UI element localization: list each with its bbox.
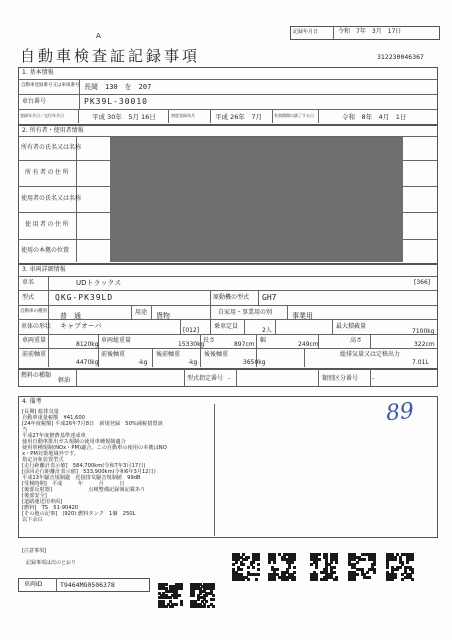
reg-number-label: 自動車登録番号又は車両番号 [21, 83, 80, 88]
max-load-value: 7100kg [412, 328, 435, 335]
remarks-line: 指定対象装置型式 [22, 457, 64, 463]
qr-module [406, 561, 409, 564]
remarks-line: [走行距離計表示値] 584,700km(令和7年3月17日) [22, 463, 146, 469]
body-code: [012] [183, 327, 200, 334]
expiry-value: 令和 8年 4月 1日 [342, 113, 407, 121]
user-address-label: 使用者の住所 [25, 221, 71, 228]
qr-module [255, 578, 258, 581]
qr-module [273, 578, 276, 581]
qr-module [257, 563, 260, 566]
note-label: [注意事項] [22, 548, 46, 554]
qr-module [411, 558, 414, 561]
type-no-value: - [228, 375, 231, 382]
qr-module [247, 578, 250, 581]
qr-module [232, 563, 235, 566]
maker-value: UDトラックス [76, 279, 122, 287]
header-mark: A [96, 32, 101, 40]
note-text: 記録事項は次のとおり [26, 560, 77, 566]
qr-module [212, 598, 215, 601]
qr-code [158, 583, 182, 607]
remarks-line: [前回走行距離計表示値] 533,900km(令和6年3月12日) [22, 469, 156, 475]
remarks-line: [後部反射器] 点検整備記録簿記載あり [22, 487, 146, 493]
qr-module [396, 568, 399, 571]
remarks-line: 当 [22, 427, 28, 433]
handwritten-number: 89 [384, 398, 416, 427]
qr-module [335, 561, 338, 564]
rear-front-axle-value: -kg [188, 359, 198, 366]
qr-module [363, 558, 366, 561]
remarks-line: 使用自動車排出ガス規制の使用車種規制適合 [22, 439, 126, 445]
vehicle-section-title: 3. 車両詳細情報 [22, 266, 66, 273]
qr-module [411, 578, 414, 581]
capacity-value: 2人 [262, 327, 272, 334]
qr-module [394, 558, 397, 561]
use-value: 貨物 [156, 312, 170, 320]
purpose-value: 事業用 [292, 312, 313, 320]
remarks-line: 以下余白 [22, 517, 43, 523]
qr-code [310, 553, 338, 581]
vehicle-code: [366] [414, 279, 431, 286]
vehicle-id-label: 車両ID [24, 581, 43, 588]
remarks-line: [24年度税額] 平成26年7月8日 新規登録 50%減税措置該 [22, 421, 163, 427]
qr-module [180, 587, 183, 590]
category-label: 類別区分番号 [322, 375, 359, 382]
body-label: 車体の形状 [21, 323, 52, 330]
qr-module [286, 578, 289, 581]
qr-module [386, 566, 389, 569]
qr-module [175, 596, 178, 599]
qr-code [190, 583, 214, 607]
qr-module [175, 603, 178, 606]
remarks-line: 平成13年騒音規制適 近接排気騒音規制値 99dB [22, 475, 141, 481]
remarks-line: [道路運送用車両] [22, 499, 63, 505]
qr-module [310, 563, 313, 566]
qr-code [268, 553, 296, 581]
owner-address-label: 所有者の住所 [25, 169, 71, 176]
qr-module [335, 578, 338, 581]
qr-module [401, 578, 404, 581]
height-label: 高さ [350, 337, 363, 344]
remarks-line: 自動車重量税額 ¥41,600 [22, 415, 85, 421]
remarks-line: [後部安全] [22, 493, 99, 499]
first-reg-value: 平成 30年 5月 16日 [92, 113, 156, 121]
rear-rear-axle-label: 後後軸重 [204, 351, 229, 358]
remarks-line: 使用車種規制(NOx・PM)適合。この自動車の使用の本拠はNO [22, 445, 167, 451]
width-label: 幅 [260, 337, 267, 344]
qr-module [245, 558, 248, 561]
qr-module [368, 576, 371, 579]
rear-rear-axle-value: 3650kg [243, 359, 266, 366]
qr-module [192, 594, 195, 597]
fuel-value: 軽油 [58, 377, 71, 384]
vehicle-id-value: T9464MG0506378 [60, 581, 115, 589]
remarks-line: [受検時期] 平成 年 月 日 [22, 481, 125, 487]
qr-module [212, 605, 215, 608]
qr-module [257, 573, 260, 576]
model-value: QKG-PK39LD [55, 293, 114, 302]
engine-label: 原動機の型式 [213, 294, 250, 301]
qr-code [386, 553, 414, 581]
qr-module [257, 558, 260, 561]
document-title: 自動車検査証記録事項 [20, 47, 201, 65]
kind-value: 普 通 [60, 312, 81, 320]
qr-module [293, 578, 296, 581]
category-value: - [372, 375, 375, 382]
qr-module [325, 578, 328, 581]
qr-module [293, 566, 296, 569]
qr-module [247, 566, 250, 569]
qr-code [232, 553, 260, 581]
qr-module [240, 568, 243, 571]
remarks-line: [燃料] TS 51-90420 [22, 505, 79, 511]
document-number: 312230046367 [377, 53, 424, 61]
qr-module [257, 568, 260, 571]
qr-module [315, 578, 318, 581]
expiry-label: 有効期間の満了する日 [274, 113, 314, 118]
remarks-line: [長期] 総排気量 [22, 409, 59, 415]
type-no-label: 型式指定番号 [187, 375, 224, 382]
qr-module [212, 594, 215, 597]
user-name-label: 使用者の氏名又は名称 [21, 195, 82, 202]
rear-front-axle-label: 後前軸重 [156, 351, 181, 358]
weight-label: 車両重量 [22, 337, 47, 344]
qr-module [252, 566, 255, 569]
qr-code [348, 553, 376, 581]
first-year-value: 平成 26年 7月 [215, 113, 262, 121]
qr-module [268, 561, 271, 564]
length-value: 897cm [234, 341, 255, 348]
gross-weight-label: 車両総重量 [101, 337, 132, 344]
height-value: 322cm [414, 341, 435, 348]
fuel-label: 燃料の種類 [21, 372, 52, 379]
issue-date-label: 記録年月日 [293, 29, 319, 35]
qr-module [273, 561, 276, 564]
first-reg-label: 登録年月日／交付年月日 [20, 113, 64, 118]
length-label: 長さ [203, 337, 216, 344]
engine-value: GH7 [262, 293, 277, 302]
remarks-line: [その他の記事] (920) 燃料タンク 1個 250L [22, 511, 136, 517]
gross-weight-value: 15330kg [178, 341, 205, 348]
qr-module [391, 578, 394, 581]
front-front-axle-value: 4470kg [76, 359, 99, 366]
qr-module [242, 563, 245, 566]
remarks-line: 平成27年度燃費基準達成車 [22, 433, 86, 439]
qr-module [242, 578, 245, 581]
max-load-label: 最大積載量 [336, 323, 367, 330]
qr-module [203, 605, 206, 608]
qr-module [315, 566, 318, 569]
owner-section-title: 2. 所有者・使用者情報 [22, 127, 84, 134]
redacted-owner-info [110, 137, 403, 262]
chassis-value: PK39L-30010 [84, 97, 148, 106]
front-rear-axle-value: -kg [138, 359, 148, 366]
qr-module [353, 578, 356, 581]
maker-label: 車名 [22, 279, 35, 286]
remarks-section-title: 4. 備考 [22, 398, 42, 405]
weight-value: 8120kg [76, 341, 99, 348]
use-label: 用途 [135, 309, 148, 316]
qr-module [171, 605, 174, 608]
qr-module [169, 596, 172, 599]
first-year-label: 初度登録年月 [171, 113, 195, 118]
displacement-label: 総排気量又は定格出力 [340, 351, 401, 358]
qr-module [165, 605, 168, 608]
qr-module [373, 571, 376, 574]
chassis-label: 車台番号 [22, 98, 47, 105]
body-value: キャブオーバ [60, 322, 102, 330]
issue-date-value: 令和 7年 3月 17日 [338, 28, 402, 35]
remarks-line: x・PM対策地域外です。 [22, 451, 79, 457]
basic-section-title: 1. 基本情報 [22, 69, 54, 76]
base-location-label: 使用の本拠の位置 [21, 247, 70, 254]
displacement-value: 7.01L [412, 359, 429, 366]
capacity-label: 乗車定員 [214, 323, 239, 330]
kind-label: 自動車の種別 [20, 309, 47, 314]
front-front-axle-label: 前前軸重 [22, 351, 47, 358]
owner-name-label: 所有者の氏名又は名称 [21, 144, 82, 151]
purpose-label: 自家用・事業用の別 [218, 309, 273, 316]
front-rear-axle-label: 前後軸重 [101, 351, 126, 358]
reg-number-value: 長岡 130 を 207 [84, 83, 152, 91]
qr-module [180, 603, 183, 606]
qr-module [207, 605, 210, 608]
model-label: 型式 [22, 294, 35, 301]
width-value: 249cm [298, 341, 319, 348]
